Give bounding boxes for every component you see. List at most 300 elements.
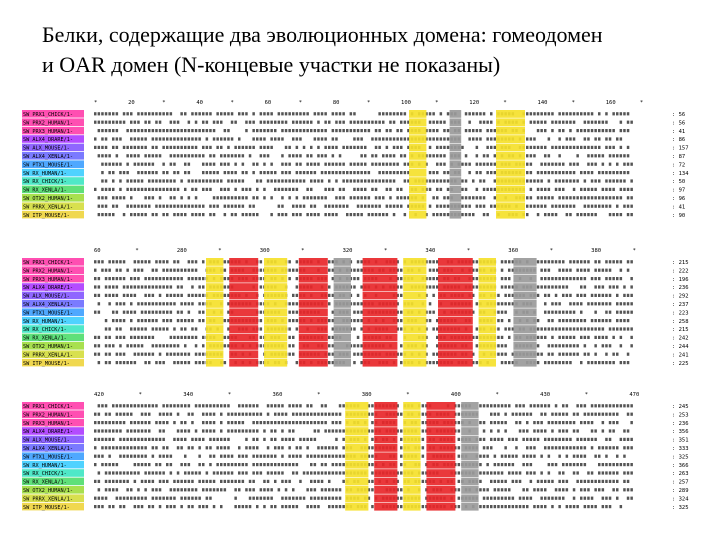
conservation-band bbox=[264, 266, 287, 274]
sequence-name: SW ALX4_DRARE/1- bbox=[23, 137, 73, 144]
residue-mark bbox=[141, 353, 144, 356]
residue-mark bbox=[152, 311, 155, 314]
residue-mark bbox=[252, 497, 255, 500]
conservation-band bbox=[450, 186, 462, 194]
residue-mark bbox=[364, 129, 367, 132]
residue-mark bbox=[540, 327, 543, 330]
conservation-band bbox=[363, 334, 398, 342]
residue-mark bbox=[609, 319, 612, 322]
sequence-end-number: : 225 bbox=[672, 360, 689, 367]
residue-mark bbox=[260, 344, 263, 347]
residue-mark bbox=[515, 505, 518, 508]
residue-mark bbox=[278, 179, 281, 182]
residue-mark bbox=[605, 344, 608, 347]
residue-mark bbox=[202, 277, 205, 280]
residue-mark bbox=[364, 171, 367, 174]
residue-mark bbox=[522, 404, 525, 407]
residue-mark bbox=[342, 146, 345, 149]
residue-mark bbox=[548, 455, 551, 458]
residue-mark bbox=[551, 311, 554, 314]
residue-mark bbox=[234, 121, 237, 124]
residue-mark bbox=[486, 505, 489, 508]
residue-mark bbox=[202, 146, 205, 149]
residue-mark bbox=[177, 129, 180, 132]
residue-mark bbox=[324, 129, 327, 132]
residue-mark bbox=[188, 319, 191, 322]
residue-mark bbox=[216, 196, 219, 199]
residue-mark bbox=[184, 353, 187, 356]
residue-mark bbox=[177, 285, 180, 288]
sequence-name: SW RX_XENLA/1- bbox=[23, 187, 67, 194]
residue-mark bbox=[504, 505, 507, 508]
residue-mark bbox=[148, 171, 151, 174]
residue-mark bbox=[630, 413, 633, 416]
residue-mark bbox=[623, 129, 626, 132]
residue-mark bbox=[558, 497, 561, 500]
residue-mark bbox=[551, 112, 554, 115]
residue-mark bbox=[558, 154, 561, 157]
conservation-band bbox=[496, 118, 525, 126]
conservation-band bbox=[426, 419, 455, 427]
residue-mark bbox=[152, 480, 155, 483]
residue-mark bbox=[591, 302, 594, 305]
conservation-band bbox=[206, 308, 223, 316]
residue-mark bbox=[494, 196, 497, 199]
residue-mark bbox=[461, 205, 464, 208]
residue-mark bbox=[339, 497, 342, 500]
residue-mark bbox=[224, 171, 227, 174]
residue-mark bbox=[580, 488, 583, 491]
residue-mark bbox=[573, 505, 576, 508]
sequence-end-number: : 292 bbox=[672, 293, 689, 300]
residue-mark bbox=[587, 129, 590, 132]
residue-mark bbox=[152, 163, 155, 166]
residue-mark bbox=[180, 488, 183, 491]
residue-mark bbox=[166, 344, 169, 347]
residue-mark bbox=[551, 121, 554, 124]
residue-mark bbox=[627, 413, 630, 416]
residue-mark bbox=[180, 179, 183, 182]
residue-mark bbox=[112, 146, 115, 149]
residue-mark bbox=[598, 471, 601, 474]
residue-mark bbox=[184, 146, 187, 149]
residue-mark bbox=[555, 146, 558, 149]
residue-mark bbox=[558, 269, 561, 272]
residue-mark bbox=[288, 277, 291, 280]
residue-mark bbox=[98, 429, 101, 432]
residue-mark bbox=[584, 121, 587, 124]
residue-mark bbox=[573, 446, 576, 449]
residue-mark bbox=[620, 277, 623, 280]
residue-mark bbox=[317, 163, 320, 166]
residue-mark bbox=[162, 471, 165, 474]
residue-mark bbox=[180, 505, 183, 508]
residue-mark bbox=[587, 413, 590, 416]
residue-mark bbox=[152, 196, 155, 199]
residue-mark bbox=[508, 327, 511, 330]
residue-mark bbox=[126, 188, 128, 191]
residue-mark bbox=[526, 146, 529, 149]
residue-mark bbox=[566, 319, 569, 322]
residue-mark bbox=[126, 154, 128, 157]
residue-mark bbox=[526, 179, 529, 182]
residue-mark bbox=[443, 213, 446, 216]
residue-mark bbox=[483, 188, 486, 191]
residue-mark bbox=[580, 188, 583, 191]
residue-mark bbox=[155, 471, 158, 474]
residue-mark bbox=[159, 463, 162, 466]
residue-mark bbox=[144, 438, 147, 441]
sequence-name: SW PRX1_CHICK/1- bbox=[23, 112, 73, 118]
residue-mark bbox=[162, 480, 165, 483]
residue-mark bbox=[173, 353, 176, 356]
ruler-tick: * bbox=[435, 100, 439, 106]
residue-mark bbox=[126, 179, 128, 182]
sequence-name: SW ALX4_XENLA/1- bbox=[23, 154, 73, 160]
residue-mark bbox=[339, 188, 342, 191]
residue-mark bbox=[155, 404, 158, 407]
residue-mark bbox=[566, 285, 569, 288]
residue-mark bbox=[342, 438, 345, 441]
residue-mark bbox=[108, 129, 111, 132]
residue-mark bbox=[551, 260, 554, 263]
residue-mark bbox=[148, 277, 151, 280]
residue-mark bbox=[396, 112, 399, 115]
residue-mark bbox=[242, 205, 245, 208]
residue-mark bbox=[472, 179, 475, 182]
residue-mark bbox=[274, 121, 277, 124]
conservation-band bbox=[363, 317, 398, 325]
conservation-band bbox=[345, 452, 368, 460]
residue-mark bbox=[378, 213, 381, 216]
residue-mark bbox=[555, 285, 558, 288]
residue-mark bbox=[371, 121, 374, 124]
residue-mark bbox=[173, 269, 176, 272]
residue-mark bbox=[512, 497, 514, 500]
residue-mark bbox=[108, 361, 111, 364]
residue-mark bbox=[360, 137, 363, 140]
residue-mark bbox=[335, 438, 338, 441]
residue-mark bbox=[594, 146, 597, 149]
residue-mark bbox=[177, 471, 180, 474]
residue-mark bbox=[285, 497, 288, 500]
residue-mark bbox=[306, 112, 309, 115]
residue-mark bbox=[296, 319, 299, 322]
residue-mark bbox=[530, 163, 533, 166]
residue-mark bbox=[540, 188, 543, 191]
sequence-name: SW PRX3_HUMAN/1- bbox=[23, 420, 73, 427]
residue-mark bbox=[616, 413, 619, 416]
residue-mark bbox=[288, 404, 291, 407]
residue-mark bbox=[594, 336, 597, 339]
residue-mark bbox=[602, 336, 605, 339]
residue-mark bbox=[292, 471, 295, 474]
residue-mark bbox=[170, 269, 173, 272]
residue-mark bbox=[108, 260, 111, 263]
residue-mark bbox=[339, 163, 342, 166]
residue-mark bbox=[101, 455, 104, 458]
residue-mark bbox=[382, 154, 385, 157]
residue-mark bbox=[303, 421, 306, 424]
residue-mark bbox=[238, 146, 241, 149]
residue-mark bbox=[324, 429, 327, 432]
residue-mark bbox=[400, 205, 403, 208]
residue-mark bbox=[144, 260, 147, 263]
residue-mark bbox=[177, 404, 180, 407]
residue-mark bbox=[584, 446, 587, 449]
residue-mark bbox=[393, 179, 396, 182]
conservation-band bbox=[479, 334, 496, 342]
residue-mark bbox=[191, 327, 194, 330]
residue-mark bbox=[630, 327, 633, 330]
ruler-tick: * bbox=[384, 248, 388, 254]
residue-mark bbox=[512, 413, 514, 416]
residue-mark bbox=[627, 311, 630, 314]
residue-mark bbox=[159, 129, 162, 132]
residue-mark bbox=[342, 129, 345, 132]
residue-mark bbox=[159, 361, 162, 364]
residue-mark bbox=[105, 294, 108, 297]
residue-mark bbox=[371, 421, 374, 424]
residue-mark bbox=[544, 285, 547, 288]
residue-mark bbox=[130, 129, 133, 132]
residue-mark bbox=[159, 421, 162, 424]
residue-mark bbox=[353, 188, 356, 191]
conservation-band bbox=[334, 325, 351, 333]
residue-mark bbox=[328, 188, 331, 191]
residue-mark bbox=[526, 154, 529, 157]
residue-mark bbox=[616, 463, 619, 466]
residue-mark bbox=[260, 285, 263, 288]
residue-mark bbox=[612, 112, 615, 115]
residue-mark bbox=[112, 285, 115, 288]
residue-mark bbox=[220, 404, 223, 407]
residue-mark bbox=[584, 137, 587, 140]
residue-mark bbox=[123, 294, 126, 297]
ruler-tick: 320 bbox=[342, 248, 353, 254]
residue-mark bbox=[533, 429, 536, 432]
residue-mark bbox=[166, 294, 169, 297]
residue-mark bbox=[263, 137, 266, 140]
residue-mark bbox=[188, 404, 191, 407]
residue-mark bbox=[112, 171, 115, 174]
ruler-tick: * bbox=[135, 248, 139, 254]
residue-mark bbox=[569, 505, 572, 508]
residue-mark bbox=[324, 463, 327, 466]
residue-mark bbox=[144, 336, 147, 339]
residue-mark bbox=[105, 319, 108, 322]
residue-mark bbox=[580, 421, 583, 424]
residue-mark bbox=[177, 137, 180, 140]
residue-mark bbox=[573, 179, 576, 182]
residue-mark bbox=[263, 146, 266, 149]
residue-mark bbox=[198, 294, 201, 297]
residue-mark bbox=[141, 129, 144, 132]
conservation-band bbox=[334, 283, 351, 291]
conservation-band bbox=[403, 469, 420, 477]
residue-mark bbox=[299, 205, 302, 208]
residue-mark bbox=[263, 121, 266, 124]
residue-mark bbox=[508, 438, 511, 441]
conservation-band bbox=[374, 486, 397, 494]
residue-mark bbox=[198, 353, 201, 356]
residue-mark bbox=[245, 488, 248, 491]
residue-mark bbox=[98, 404, 101, 407]
residue-mark bbox=[573, 429, 576, 432]
residue-mark bbox=[285, 413, 288, 416]
residue-mark bbox=[504, 446, 507, 449]
residue-mark bbox=[612, 146, 615, 149]
residue-mark bbox=[602, 471, 605, 474]
residue-mark bbox=[134, 497, 137, 500]
residue-mark bbox=[630, 121, 633, 124]
residue-mark bbox=[249, 413, 252, 416]
residue-mark bbox=[389, 137, 392, 140]
residue-mark bbox=[364, 196, 367, 199]
conservation-band bbox=[479, 275, 496, 283]
residue-mark bbox=[389, 121, 392, 124]
residue-mark bbox=[191, 480, 194, 483]
residue-mark bbox=[609, 429, 612, 432]
residue-mark bbox=[573, 463, 576, 466]
residue-mark bbox=[375, 154, 378, 157]
residue-mark bbox=[386, 188, 389, 191]
residue-mark bbox=[285, 480, 288, 483]
residue-mark bbox=[591, 446, 594, 449]
residue-mark bbox=[573, 336, 576, 339]
residue-mark bbox=[335, 213, 338, 216]
residue-mark bbox=[548, 285, 551, 288]
residue-mark bbox=[134, 421, 137, 424]
residue-mark bbox=[162, 429, 165, 432]
residue-mark bbox=[479, 163, 482, 166]
residue-mark bbox=[591, 497, 594, 500]
residue-mark bbox=[292, 179, 295, 182]
residue-mark bbox=[188, 294, 191, 297]
residue-mark bbox=[504, 413, 507, 416]
residue-mark bbox=[242, 196, 245, 199]
residue-mark bbox=[447, 137, 450, 140]
residue-mark bbox=[371, 429, 374, 432]
residue-mark bbox=[94, 344, 97, 347]
residue-mark bbox=[144, 311, 147, 314]
residue-mark bbox=[134, 336, 137, 339]
residue-mark bbox=[580, 213, 583, 216]
residue-mark bbox=[479, 137, 482, 140]
sequence-name: SW PRX2_HUMAN/1- bbox=[23, 268, 73, 275]
residue-mark bbox=[555, 438, 558, 441]
residue-mark bbox=[526, 455, 529, 458]
residue-mark bbox=[526, 171, 529, 174]
residue-mark bbox=[335, 429, 338, 432]
residue-mark bbox=[245, 188, 248, 191]
residue-mark bbox=[332, 421, 335, 424]
residue-mark bbox=[213, 213, 216, 216]
residue-mark bbox=[389, 129, 392, 132]
residue-mark bbox=[490, 497, 493, 500]
residue-mark bbox=[216, 488, 219, 491]
residue-mark bbox=[476, 344, 479, 347]
residue-mark bbox=[144, 146, 147, 149]
residue-mark bbox=[501, 319, 504, 322]
residue-mark bbox=[627, 438, 630, 441]
residue-mark bbox=[497, 353, 500, 356]
residue-mark bbox=[396, 146, 399, 149]
residue-mark bbox=[130, 336, 133, 339]
residue-mark bbox=[321, 421, 324, 424]
residue-mark bbox=[119, 421, 122, 424]
residue-mark bbox=[116, 413, 119, 416]
residue-mark bbox=[616, 353, 619, 356]
residue-mark bbox=[357, 205, 360, 208]
residue-mark bbox=[288, 311, 291, 314]
residue-mark bbox=[94, 497, 97, 500]
conservation-band bbox=[264, 334, 287, 342]
residue-mark bbox=[119, 302, 122, 305]
residue-mark bbox=[202, 438, 205, 441]
residue-mark bbox=[562, 404, 565, 407]
residue-mark bbox=[587, 163, 590, 166]
residue-mark bbox=[573, 188, 576, 191]
conservation-band bbox=[374, 419, 397, 427]
residue-mark bbox=[249, 213, 252, 216]
residue-mark bbox=[152, 327, 155, 330]
residue-mark bbox=[281, 404, 284, 407]
residue-mark bbox=[152, 188, 155, 191]
residue-mark bbox=[562, 327, 565, 330]
residue-mark bbox=[490, 137, 493, 140]
residue-mark bbox=[162, 146, 165, 149]
residue-mark bbox=[591, 429, 594, 432]
residue-mark bbox=[616, 285, 619, 288]
residue-mark bbox=[566, 455, 569, 458]
residue-mark bbox=[501, 336, 504, 339]
residue-mark bbox=[317, 429, 320, 432]
sequence-end-number: : 236 bbox=[672, 285, 689, 292]
conservation-band bbox=[409, 169, 426, 177]
residue-mark bbox=[573, 455, 576, 458]
residue-mark bbox=[134, 353, 137, 356]
ruler-tick: 300 bbox=[259, 248, 270, 254]
residue-mark bbox=[594, 361, 597, 364]
residue-mark bbox=[584, 294, 587, 297]
residue-mark bbox=[422, 455, 425, 458]
residue-mark bbox=[620, 327, 623, 330]
residue-mark bbox=[555, 294, 558, 297]
residue-mark bbox=[180, 154, 183, 157]
residue-mark bbox=[134, 480, 137, 483]
residue-mark bbox=[584, 129, 587, 132]
residue-mark bbox=[627, 213, 630, 216]
residue-mark bbox=[137, 336, 140, 339]
residue-mark bbox=[310, 163, 313, 166]
residue-mark bbox=[576, 404, 579, 407]
residue-mark bbox=[170, 277, 173, 280]
residue-mark bbox=[548, 421, 551, 424]
residue-mark bbox=[530, 480, 533, 483]
residue-mark bbox=[166, 112, 169, 115]
residue-mark bbox=[623, 471, 626, 474]
residue-mark bbox=[612, 413, 615, 416]
residue-mark bbox=[321, 129, 324, 132]
residue-mark bbox=[130, 294, 133, 297]
residue-mark bbox=[288, 497, 291, 500]
residue-mark bbox=[173, 205, 176, 208]
residue-mark bbox=[558, 480, 561, 483]
residue-mark bbox=[144, 319, 147, 322]
residue-mark bbox=[119, 429, 122, 432]
residue-mark bbox=[483, 421, 486, 424]
